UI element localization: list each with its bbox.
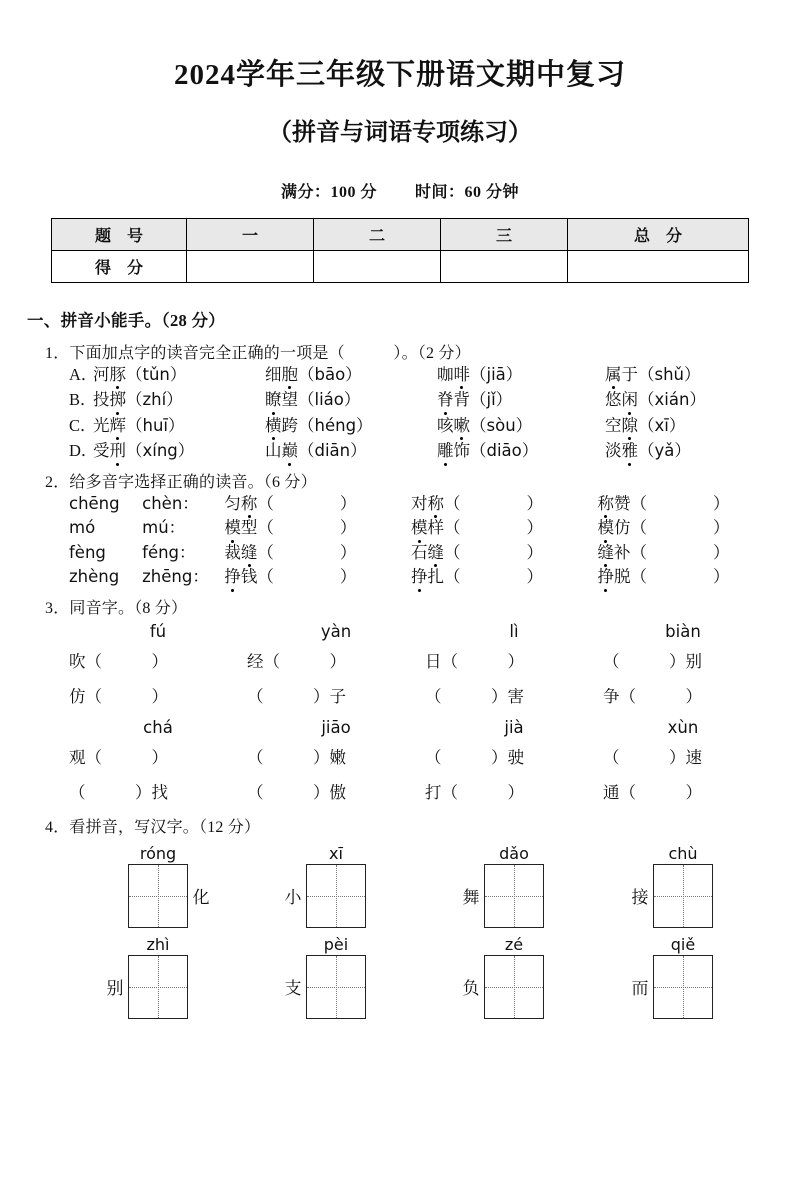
score-cell-2[interactable] <box>314 250 441 282</box>
dotted-character: 称 <box>427 493 444 513</box>
option-pinyin: （shǔ） <box>638 364 701 384</box>
grid-line <box>458 955 570 1019</box>
score-table-col-total: 总 分 <box>568 218 749 250</box>
grid-hint-character: 支 <box>284 979 302 999</box>
score-table-header-row <box>52 218 749 250</box>
character: 裁 <box>224 542 241 562</box>
question-4-prompt: 4．看拼音，写汉字。（12 分） <box>45 818 261 836</box>
character: 型 <box>240 518 258 538</box>
homophone-blank[interactable]: 经（ ） <box>247 651 346 671</box>
homophone-blank[interactable]: （ ）别 <box>603 651 702 671</box>
answer-bracket[interactable]: （ ） <box>630 542 730 562</box>
question-1-option-row[interactable] <box>69 364 773 384</box>
option-label: B． <box>69 390 97 410</box>
dotted-character: 属 <box>605 364 622 384</box>
homophone-answer-row <box>69 779 773 803</box>
character: 匀 <box>224 493 241 513</box>
character: 咖 <box>437 364 454 384</box>
character-grid-row <box>69 934 773 1019</box>
dotted-character: 雅 <box>621 441 638 461</box>
grid-pinyin: zhì <box>146 934 170 954</box>
character-grid-item <box>247 934 425 1019</box>
homophone-blank[interactable]: 通（ ） <box>603 782 702 802</box>
character: 仿 <box>613 518 631 538</box>
section-heading-1: 一、拼音小能手。（28 分） <box>27 310 226 330</box>
character: 受 <box>93 441 110 461</box>
polyphone-word-blank[interactable] <box>224 520 411 537</box>
character-grid-item <box>69 843 247 928</box>
tianzige-writing-box[interactable] <box>128 864 188 928</box>
character: 悠 <box>605 390 622 410</box>
option-pinyin: （diān） <box>298 441 367 461</box>
option-word <box>437 364 605 384</box>
polyphone-word-blank[interactable] <box>224 569 411 586</box>
dotted-character: 缝 <box>427 542 444 562</box>
character: 样 <box>427 518 444 538</box>
answer-bracket[interactable]: （ ） <box>443 567 543 587</box>
score-table-row-label-2: 得 分 <box>52 250 187 282</box>
option-pinyin: （zhí） <box>126 390 183 410</box>
option-word <box>265 392 437 409</box>
worksheet-page <box>0 58 800 1189</box>
character: 淡 <box>605 441 622 461</box>
label-text: 题 号 <box>94 227 143 245</box>
character: 钱 <box>240 567 258 587</box>
dotted-character: 巅 <box>281 441 298 461</box>
grid-hint-character: 舞 <box>462 888 480 908</box>
answer-bracket[interactable]: （ ） <box>257 567 357 587</box>
homophone-blank[interactable]: 吹（ ） <box>69 651 168 671</box>
question-2-row <box>69 520 773 537</box>
homophone-blank[interactable]: 日（ ） <box>425 651 524 671</box>
polyphone-word-blank[interactable] <box>224 493 411 513</box>
character: 背 <box>453 390 470 410</box>
grid-line <box>627 864 739 928</box>
question-2-row <box>69 493 773 513</box>
option-word <box>605 392 755 409</box>
dotted-character: 称 <box>240 493 258 513</box>
dotted-character: 挣 <box>597 567 614 587</box>
character: 望 <box>281 390 298 410</box>
option-label: A． <box>69 364 98 384</box>
answer-bracket[interactable]: （ ） <box>630 567 730 587</box>
grid-hint-character: 化 <box>192 888 210 908</box>
option-word <box>265 443 437 460</box>
character: 石 <box>410 542 428 562</box>
polyphone-reading-b: féng： <box>142 542 196 562</box>
question-3-prompt: 3．同音字。（8 分） <box>45 599 188 617</box>
grid-pinyin: qiě <box>670 934 696 954</box>
character: 细 <box>265 364 282 384</box>
character-grid-item <box>603 843 763 928</box>
homophone-pinyin: jiāo <box>321 717 351 737</box>
polyphone-word-blank[interactable] <box>597 542 773 562</box>
option-pinyin: （yǎ） <box>638 441 691 461</box>
question-4-grids <box>69 843 773 1019</box>
grid-hint-character: 而 <box>631 979 649 999</box>
option-word <box>93 392 265 409</box>
option-label: C． <box>69 415 97 435</box>
dotted-character: 缝 <box>240 542 258 562</box>
homophone-pinyin: yàn <box>320 621 352 641</box>
homophone-blank[interactable]: （ ）找 <box>69 782 168 802</box>
option-word <box>93 443 265 460</box>
homophone-blank[interactable]: 打（ ） <box>425 782 524 802</box>
grid-pinyin: zé <box>504 934 524 954</box>
option-word <box>265 415 437 435</box>
grid-line <box>627 955 739 1019</box>
dotted-character: 豚 <box>109 364 126 384</box>
homophone-answer-row <box>69 648 773 672</box>
answer-bracket[interactable]: （ ） <box>443 493 543 513</box>
question-2-row <box>69 569 773 586</box>
score-table-col-3: 三 <box>441 218 568 250</box>
question-1-option-row[interactable] <box>69 392 773 409</box>
character: 投 <box>93 390 110 410</box>
grid-pinyin: xī <box>329 843 343 863</box>
character: 饰 <box>453 441 470 461</box>
grid-hint-character: 负 <box>462 979 480 999</box>
homophone-pinyin: xùn <box>667 717 699 737</box>
polyphone-word-blank[interactable] <box>411 569 598 586</box>
answer-bracket[interactable]: （ ） <box>630 493 730 513</box>
homophone-blank[interactable]: （ ）害 <box>425 686 524 706</box>
question-3-groups <box>69 622 773 803</box>
homophone-pinyin: jià <box>504 717 524 737</box>
option-word <box>437 443 605 460</box>
character-grid-item <box>69 934 247 1019</box>
option-word <box>437 392 605 409</box>
dotted-character: 掷 <box>109 390 126 410</box>
option-pinyin: （sòu） <box>470 415 533 435</box>
homophone-pinyin-row <box>69 622 773 641</box>
character: 光 <box>93 415 110 435</box>
grid-line <box>102 864 214 928</box>
character: 扎 <box>427 567 444 587</box>
homophone-blank[interactable]: 观（ ） <box>69 747 168 767</box>
character: 脱 <box>613 567 631 587</box>
dotted-character: 脊 <box>437 390 454 410</box>
dotted-character: 闲 <box>621 390 638 410</box>
option-label: D． <box>69 441 98 461</box>
polyphone-reading-a: zhèng <box>69 567 120 587</box>
grid-line <box>280 955 392 1019</box>
score-cell-1[interactable] <box>187 250 314 282</box>
polyphone-word-blank[interactable] <box>224 542 411 562</box>
character: 于 <box>621 364 638 384</box>
dotted-character: 称 <box>597 493 614 513</box>
character: 咳 <box>437 415 454 435</box>
grid-hint-character: 别 <box>106 979 124 999</box>
page-subtitle: （拼音与词语专项练习） <box>268 119 532 146</box>
homophone-answer-row <box>69 744 773 768</box>
homophone-pinyin: chá <box>143 717 173 737</box>
option-pinyin: （huī） <box>126 415 185 435</box>
polyphone-reading-a: mó <box>69 518 96 538</box>
homophone-blank[interactable]: （ ）驶 <box>425 747 524 767</box>
polyphone-reading-b: zhēng： <box>142 567 209 587</box>
dotted-character: 雕 <box>437 441 454 461</box>
dotted-character: 瞭 <box>265 390 282 410</box>
homophone-blank[interactable]: 争（ ） <box>603 686 702 706</box>
polyphone-reading-a: chēng <box>69 493 120 513</box>
tianzige-writing-box[interactable] <box>484 955 544 1019</box>
question-1-option-row[interactable] <box>69 415 773 435</box>
option-pinyin: （xíng） <box>126 441 195 461</box>
character-grid-item <box>425 843 603 928</box>
dotted-character: 嗽 <box>453 415 470 435</box>
grid-pinyin: pèi <box>323 934 349 954</box>
polyphone-word-blank[interactable] <box>597 493 773 513</box>
dotted-character: 缝 <box>597 542 614 562</box>
option-pinyin: （diāo） <box>470 441 539 461</box>
polyphone-word-blank[interactable] <box>597 520 773 537</box>
option-pinyin: （héng） <box>298 415 373 435</box>
dotted-character: 横 <box>265 415 282 435</box>
grid-pinyin: róng <box>139 843 177 863</box>
time-label: 时间：60 分钟 <box>415 183 520 201</box>
page-title: 2024学年三年级下册语文期中复习 <box>173 59 626 91</box>
option-pinyin: （tǔn） <box>126 364 187 384</box>
character: 空 <box>605 415 622 435</box>
answer-bracket[interactable]: （ ） <box>443 542 543 562</box>
homophone-blank[interactable]: （ ）傲 <box>247 782 346 802</box>
dotted-character: 隙 <box>621 415 638 435</box>
option-pinyin: （jǐ） <box>470 390 513 410</box>
option-pinyin: （liáo） <box>298 390 361 410</box>
score-table-col-1: 一 <box>187 218 314 250</box>
answer-bracket[interactable]: （ ） <box>257 493 357 513</box>
character-grid-item <box>425 934 603 1019</box>
homophone-blank[interactable]: 仿（ ） <box>69 686 168 706</box>
dotted-character: 模 <box>224 518 241 538</box>
tianzige-writing-box[interactable] <box>128 955 188 1019</box>
homophone-blank[interactable]: （ ）速 <box>603 747 702 767</box>
grid-line <box>280 864 392 928</box>
character-grid-item <box>247 843 425 928</box>
character: 跨 <box>281 415 298 435</box>
score-cell-total[interactable] <box>568 250 749 282</box>
option-word <box>93 364 265 384</box>
question-2-rows <box>69 493 773 587</box>
option-word <box>605 443 755 460</box>
tianzige-writing-box[interactable] <box>306 955 366 1019</box>
option-pinyin: （xián） <box>638 390 706 410</box>
answer-bracket[interactable]: （ ） <box>257 518 357 538</box>
option-word <box>93 415 265 435</box>
dotted-character: 刑 <box>109 441 126 461</box>
option-word <box>605 415 755 435</box>
homophone-pinyin-row <box>69 718 773 737</box>
score-table-row-label-1 <box>52 218 187 250</box>
option-word <box>605 364 755 384</box>
dotted-character: 啡 <box>453 364 470 384</box>
character: 对 <box>410 493 428 513</box>
character: 河 <box>93 364 110 384</box>
exam-meta <box>27 179 773 202</box>
character: 补 <box>613 542 631 562</box>
score-table-entry-row <box>52 250 749 282</box>
option-pinyin: （xī） <box>638 415 686 435</box>
option-word <box>265 364 437 384</box>
dotted-character: 挣 <box>410 567 428 587</box>
answer-bracket[interactable]: （ ） <box>630 518 730 538</box>
homophone-pinyin: biàn <box>665 621 701 641</box>
dotted-character: 模 <box>597 518 614 538</box>
grid-line <box>458 864 570 928</box>
answer-bracket[interactable]: （ ） <box>257 542 357 562</box>
grid-pinyin: dǎo <box>499 843 529 863</box>
dotted-character: 辉 <box>109 415 126 435</box>
full-score-label: 满分：100 分 <box>280 183 377 201</box>
question-1-options <box>69 364 773 461</box>
question-1-prompt: 1．下面加点字的读音完全正确的一项是（ ）。（2 分） <box>45 344 471 362</box>
dotted-character: 挣 <box>224 567 241 587</box>
grid-line <box>102 955 214 1019</box>
character: 赞 <box>613 493 631 513</box>
polyphone-reading-b: chèn： <box>142 493 199 513</box>
homophone-blank[interactable]: （ ）嫩 <box>247 747 346 767</box>
homophone-answer-row <box>69 683 773 707</box>
grid-hint-character: 小 <box>284 888 302 908</box>
homophone-blank[interactable]: （ ）子 <box>247 686 346 706</box>
grid-pinyin: chù <box>668 843 698 863</box>
question-2-prompt: 2．给多音字选择正确的读音。（6 分） <box>45 473 317 491</box>
score-cell-3[interactable] <box>441 250 568 282</box>
tianzige-writing-box[interactable] <box>653 864 713 928</box>
tianzige-writing-box[interactable] <box>484 864 544 928</box>
tianzige-writing-box[interactable] <box>306 864 366 928</box>
polyphone-word-blank[interactable] <box>410 493 598 513</box>
score-table <box>51 218 749 283</box>
character-grid-item <box>603 934 763 1019</box>
option-word <box>437 415 605 435</box>
polyphone-word-blank[interactable] <box>597 569 773 586</box>
grid-hint-character: 接 <box>631 888 649 908</box>
score-table-col-2: 二 <box>314 218 441 250</box>
tianzige-writing-box[interactable] <box>653 955 713 1019</box>
question-1-option-row[interactable] <box>69 443 773 460</box>
polyphone-word-blank[interactable] <box>411 520 598 537</box>
character-grid-row <box>69 843 773 928</box>
polyphone-reading-a: fèng <box>69 542 106 562</box>
question-2-row <box>69 542 773 562</box>
homophone-pinyin: fú <box>149 621 167 641</box>
answer-bracket[interactable]: （ ） <box>443 518 543 538</box>
option-pinyin: （jiā） <box>470 364 523 384</box>
polyphone-reading-b: mú： <box>142 518 186 538</box>
dotted-character: 胞 <box>281 364 298 384</box>
character: 山 <box>265 441 282 461</box>
dotted-character: 模 <box>410 518 428 538</box>
option-pinyin: （bāo） <box>298 364 362 384</box>
polyphone-word-blank[interactable] <box>410 542 598 562</box>
homophone-pinyin: lì <box>509 621 519 641</box>
